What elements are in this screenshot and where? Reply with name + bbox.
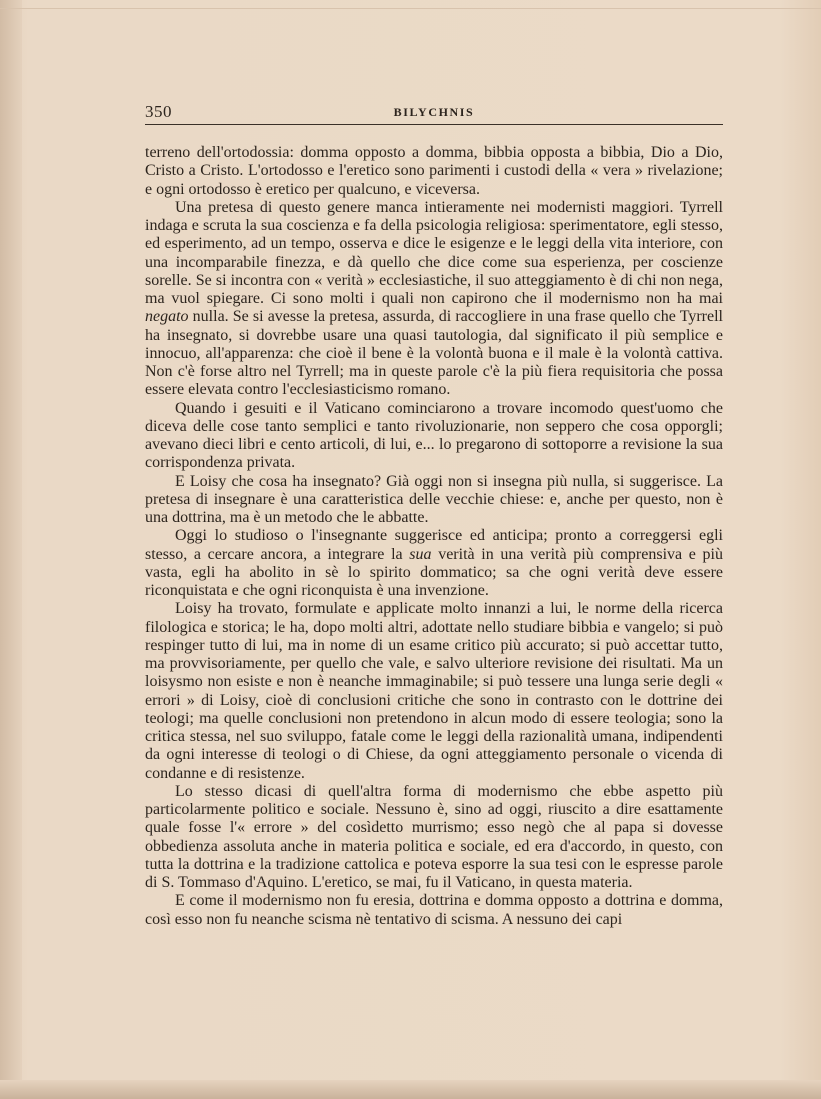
header-rule — [145, 124, 723, 125]
paragraph-2-part-a: Una pretesa di questo genere manca intieramente nei modernisti maggiori. Tyrrell indaga e scruta la sua coscienza e fa della psicologia religiosa: sperimentatore, egli stesso, ed esperimento, ad un tempo, osserva e dice le esigenze e le leggi della vita interiore, con una incomparabile finezza, e dà quello che dice come sua esperienza, per coscienze sorelle. Se si incontra con « verità » ecclesiastiche, il suo atteggiamento è di chi non nega, ma vuol spiegare. Ci sono molti i quali non capirono che il modernismo non ha mai — [145, 198, 723, 307]
paragraph-5-part-a: Oggi lo studioso o l'insegnante suggerisce ed anticipa; pronto a correggersi egli stesso, a cercare ancora, a integrare la — [145, 527, 723, 563]
paragraph-3: Quando i gesuiti e il Vaticano cominciarono a trovare incomodo quest'uomo che diceva delle cose tanto semplici e tanto rivoluzionarie, non seppero che cosa opporgli; avevano dieci libri e cento articoli, di lui, e... lo pregarono di sottoporre a revisione la sua corrispondenza privata. — [145, 399, 723, 472]
page-top-edge — [0, 0, 821, 9]
emphasis-sua: sua — [409, 545, 432, 563]
paragraph-8: E come il modernismo non fu eresia, dottrina e domma opposto a dottrina e domma, così esso non fu neanche scisma nè tentativo di scisma. A nessuno dei capi — [145, 892, 723, 928]
paragraph-1: terreno dell'ortodossia: domma opposto a domma, bibbia opposta a bibbia, Dio a Dio, Cristo a Cristo. L'ortodosso e l'eretico sono parimenti i custodi della « vera » rivelazione; e ogni ortodosso è eretico per qualcuno, e viceversa. — [145, 144, 723, 198]
body-text — [145, 144, 723, 929]
paragraph-6: Loisy ha trovato, formulate e applicate molto innanzi a lui, le norme della ricerca filologica e storica; le ha, dopo molti altri, adottate nello studiare bibbia e vangelo; si può respinger tutto di lui, ma in nome di un esame critico più accurato; si può accettar tutto, ma provvisoriamente, per quello che vale, e salvo ulteriore revisione dei risultati. Ma un loisysmo non esiste e non è neanche immaginabile; si può tessere una lunga serie degli « errori » di Loisy, cioè di conclusioni critiche che sono in contrasto con le dottrine dei teologi; ma quelle conclusioni non pretendono in alcun modo di essere teologia; sono la critica stessa, nel suo sviluppo, fatale come le leggi della razionalità umana, indipendenti da ogni interesse di teologi o di Chiese, da ogni atteggiamento personale o vicenda di condanne e di resistenze. — [145, 600, 723, 782]
page-left-edge — [0, 0, 22, 1099]
page-number: 350 — [145, 102, 172, 121]
paragraph-2 — [145, 199, 723, 400]
emphasis-negato: negato — [145, 308, 189, 326]
journal-title: BILYCHNIS — [393, 105, 475, 119]
paragraph-7: Lo stesso dicasi di quell'altra forma di modernismo che ebbe aspetto più particolarmente politico e sociale. Nessuno è, sino ad oggi, riuscito a dire esattamente quale fosse l'« errore » del cosìdetto murrismo; esso negò che al papa si dovesse obbedienza assoluta anche in materia politica e sociale, ed era d'accordo, in questo, con tutta la dottrina e la tradizione cattolica e poteva esporre la sua tesi con le espresse parole di S. Tommaso d'Aquino. L'eretico, se mai, fu il Vaticano, in questa materia. — [145, 782, 723, 891]
paragraph-2-part-b: nulla. Se si avesse la pretesa, assurda, di raccogliere in una frase quello che Tyrrell ha insegnato, si dovrebbe usare una quasi tautologia, dal significato il più semplice e innocuo, all'apparenza: che cioè il bene è la volontà buona e il male è la volontà cattiva. Non c'è forse altro nel Tyrrell; ma in queste parole c'è la più fiera requisitoria che possa essere elevata contro l'ecclesiasticismo romano. — [145, 308, 723, 399]
page-bottom-edge — [0, 1080, 821, 1099]
paragraph-5 — [145, 527, 723, 600]
paragraph-5-part-b: verità in una verità più comprensiva e più vasta, egli ha abolito in sè lo spirito dommatico; sa che ogni verità deve essere riconquistata e che ogni riconquista è una invenzione. — [145, 545, 724, 599]
paragraph-4: E Loisy che cosa ha insegnato? Già oggi non si insegna più nulla, si suggerisce. La pretesa di insegnare è una caratteristica delle vecchie chiese: e, anche per questo, non è una dottrina, ma è un metodo che le abbatte. — [145, 472, 723, 526]
